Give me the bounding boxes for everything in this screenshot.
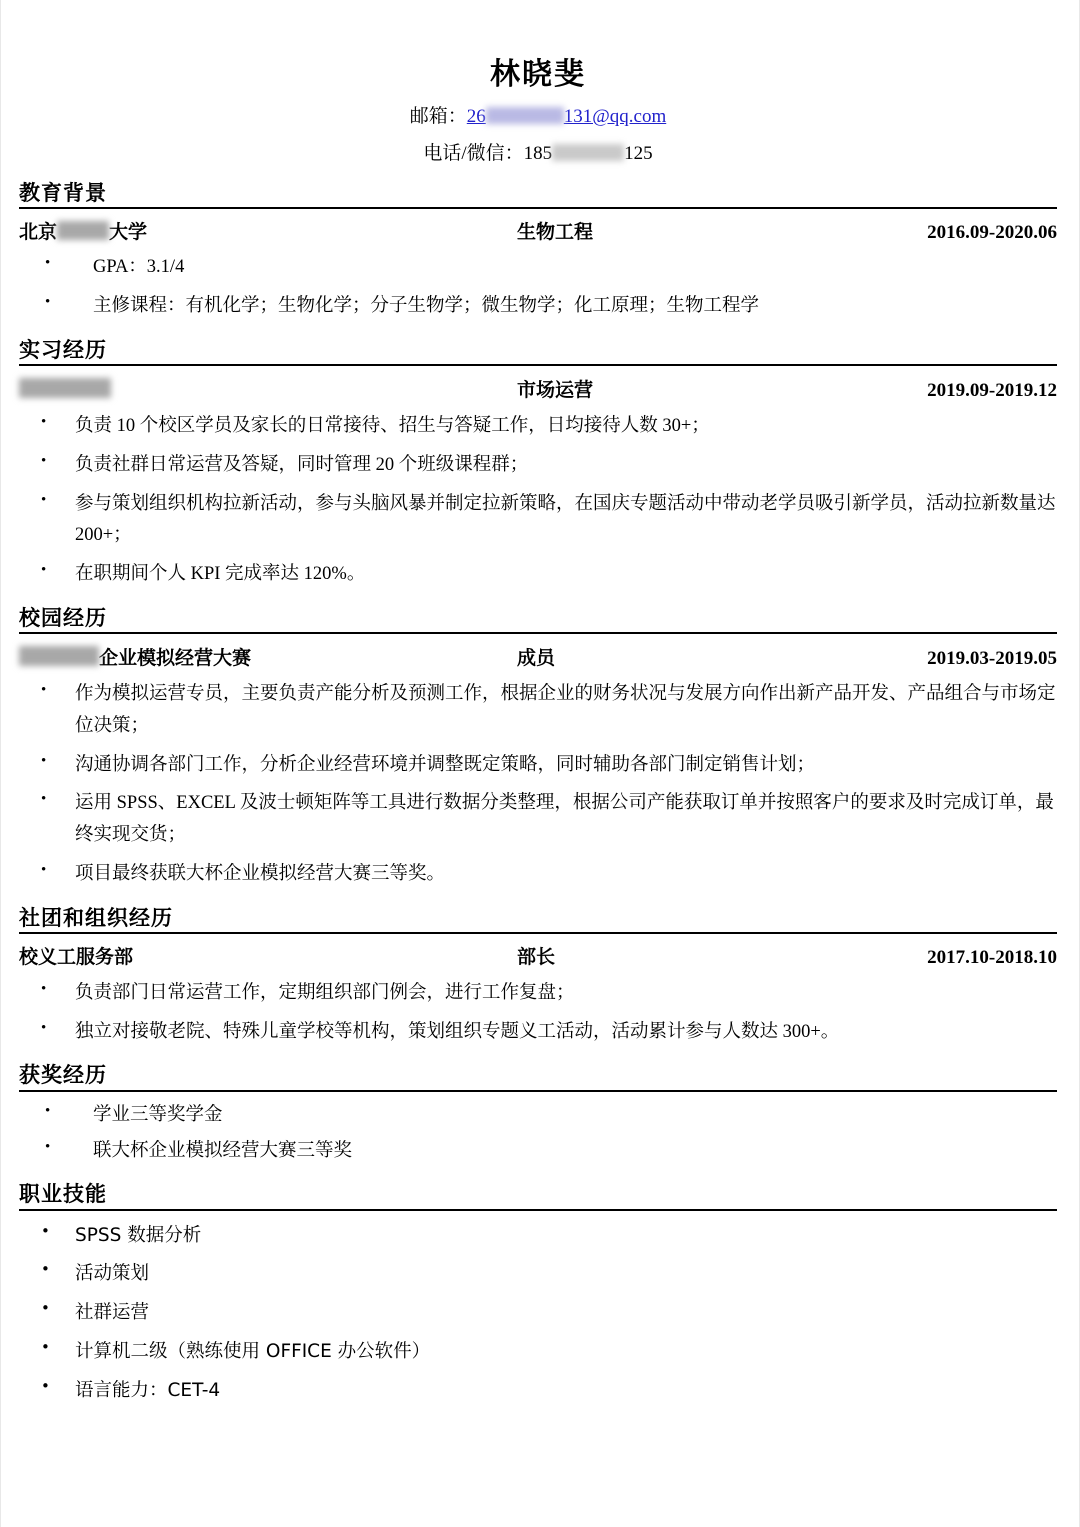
list-item: • 活动策划 (19, 1258, 1057, 1290)
phone-line (19, 142, 1057, 166)
list-item: • 计算机二级（熟练使用 OFFICE 办公软件） (19, 1336, 1057, 1368)
email-link[interactable] (467, 106, 666, 127)
list-item: • 沟通协调各部门工作，分析企业经营环境并调整既定策略，同时辅助各部门制定销售计划； (19, 750, 1057, 782)
list-item: • SPSS 数据分析 (19, 1220, 1057, 1252)
campus-entry-row (19, 646, 1057, 672)
phone-prefix: 185 (523, 142, 553, 164)
club-bullets (19, 978, 1057, 1049)
email-suffix: 131@qq.com (563, 106, 667, 127)
education-org-redaction (57, 221, 109, 240)
education-org (19, 221, 479, 246)
section-skills (19, 1181, 1057, 1406)
internship-org-redaction (19, 378, 111, 398)
email-redaction (486, 107, 564, 124)
section-divider (19, 632, 1057, 634)
phone-label: 电话/微信： (423, 142, 524, 164)
section-divider (19, 364, 1057, 366)
list-item: • 社群运营 (19, 1297, 1057, 1329)
section-title-education: 教育背景 (19, 180, 107, 209)
internship-bullets (19, 411, 1057, 591)
email-label: 邮箱： (409, 106, 467, 127)
resume-header (19, 58, 1057, 166)
section-campus (19, 605, 1057, 891)
section-title-campus: 校园经历 (19, 605, 107, 634)
club-date: 2017.10-2018.10 (927, 947, 1057, 969)
phone-suffix: 125 (624, 142, 653, 164)
internship-org (19, 378, 479, 404)
email-prefix: 26 (466, 106, 486, 127)
candidate-name: 林晓斐 (490, 58, 586, 91)
email-line (19, 105, 1057, 129)
list-item: • 负责部门日常运营工作，定期组织部门例会，进行工作复盘； (19, 978, 1057, 1010)
campus-org (19, 646, 479, 672)
list-item: • 参与策划组织机构拉新活动，参与头脑风暴并制定拉新策略，在国庆专题活动中带动老学员吸引新学员，活动拉新数量达 200+； (19, 489, 1057, 553)
section-title-skills: 职业技能 (19, 1181, 107, 1210)
campus-org-redaction (19, 646, 99, 666)
section-awards (19, 1062, 1057, 1167)
list-item: • 运用 SPSS、EXCEL 及波士顿矩阵等工具进行数据分类整理，根据公司产能获取订单并按照客户的要求及时完成订单，最终实现交货； (19, 788, 1057, 852)
list-item: • 主修课程：有机化学；生物化学；分子生物学；微生物学；化工原理；生物工程学 (19, 291, 1057, 323)
campus-role: 成员 (517, 648, 556, 670)
education-entry-row (19, 221, 1057, 246)
list-item: • 语言能力：CET-4 (19, 1375, 1057, 1407)
campus-date: 2019.03-2019.05 (927, 648, 1057, 670)
list-item: • 负责社群日常运营及答疑，同时管理 20 个班级课程群； (19, 450, 1057, 482)
section-divider (19, 1209, 1057, 1211)
phone-redaction (552, 144, 624, 161)
list-item: • 作为模拟运营专员，主要负责产能分析及预测工作，根据企业的财务状况与发展方向作出新产品开发、产品组合与市场定位决策； (19, 679, 1057, 743)
club-role: 部长 (517, 947, 556, 969)
list-item: • 在职期间个人 KPI 完成率达 120%。 (19, 559, 1057, 591)
list-item: • 学业三等奖学金 (19, 1100, 1057, 1132)
club-org: 校义工服务部 (19, 947, 134, 969)
education-date: 2016.09-2020.06 (927, 221, 1057, 243)
education-major: 生物工程 (517, 221, 594, 243)
section-divider (19, 207, 1057, 209)
section-title-awards: 获奖经历 (19, 1062, 107, 1091)
list-item: • 独立对接敬老院、特殊儿童学校等机构，策划组织专题义工活动，活动累计参与人数达 300+。 (19, 1017, 1057, 1049)
internship-date: 2019.09-2019.12 (927, 380, 1057, 402)
list-item: • 联大杯企业模拟经营大赛三等奖 (19, 1136, 1057, 1168)
internship-role: 市场运营 (517, 380, 594, 402)
section-club (19, 905, 1057, 1049)
education-org-prefix: 北京 (19, 221, 58, 243)
section-divider (19, 932, 1057, 934)
section-divider (19, 1090, 1057, 1092)
education-org-suffix: 大学 (109, 221, 148, 243)
section-internship (19, 337, 1057, 591)
list-item: • GPA：3.1/4 (19, 252, 1057, 284)
section-title-internship: 实习经历 (19, 337, 107, 366)
awards-bullets (19, 1100, 1057, 1168)
section-education (19, 180, 1057, 324)
internship-entry-row (19, 378, 1057, 404)
campus-org-suffix: 企业模拟经营大赛 (99, 648, 252, 670)
campus-bullets (19, 679, 1057, 891)
club-entry-row (19, 946, 1057, 971)
list-item: • 负责 10 个校区学员及家长的日常接待、招生与答疑工作，日均接待人数 30+； (19, 411, 1057, 443)
skills-bullets (19, 1220, 1057, 1407)
education-bullets (19, 252, 1057, 323)
section-title-club: 社团和组织经历 (19, 905, 173, 934)
list-item: • 项目最终获联大杯企业模拟经营大赛三等奖。 (19, 859, 1057, 891)
